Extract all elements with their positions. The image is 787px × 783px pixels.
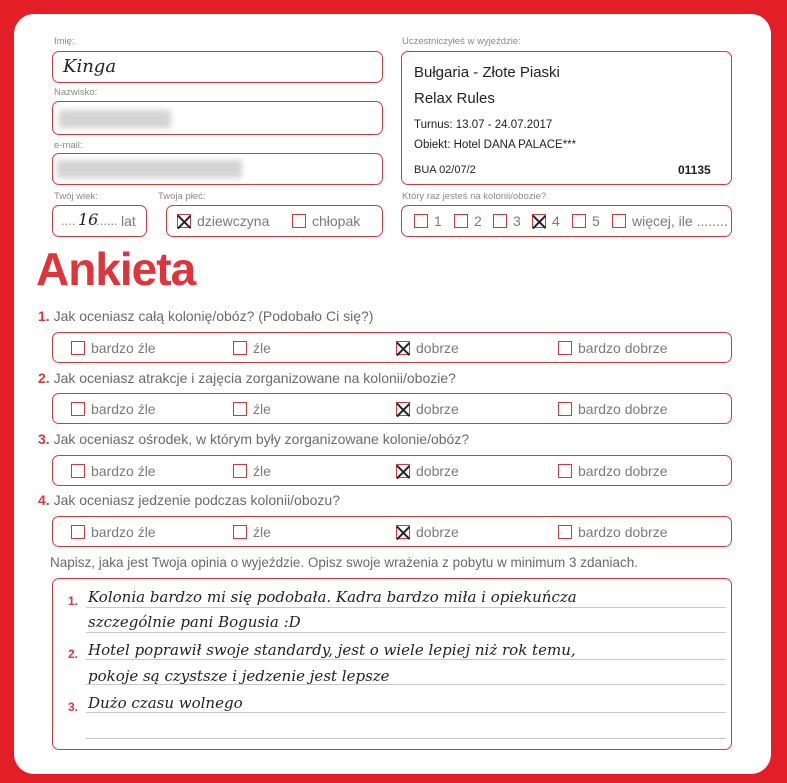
attendance-option-5[interactable] [572, 206, 600, 236]
q1-label-very-bad: bardzo źle [91, 339, 156, 356]
ruled-line [86, 607, 726, 608]
q4-label-bad: źle [253, 523, 271, 540]
q1-checkbox-bad[interactable] [233, 341, 247, 355]
trip-destination: Bułgaria - Złote Piaski [414, 64, 560, 81]
gender-male-label: chłopak [312, 213, 361, 229]
q3-label-good: dobrze [416, 462, 459, 479]
question-1 [38, 308, 373, 324]
gender-male-option[interactable] [292, 206, 360, 236]
answer-row-4 [52, 516, 732, 547]
attendance-label-more: więcej, ile ........ [632, 213, 728, 229]
q3-checkbox-bad[interactable] [233, 464, 247, 478]
name-field[interactable] [52, 51, 383, 83]
attendance-option-4[interactable] [532, 206, 560, 236]
q3-label-very-bad: bardzo źle [91, 462, 156, 479]
opinion-prompt: Napisz, jaka jest Twoja opinia o wyjeździe. Opisz swoje wrażenia z pobytu w minimum 3 zdaniach. [50, 555, 639, 570]
ruled-line [86, 738, 726, 739]
opinion-line-2: szczególnie pani Bogusia :D [88, 613, 301, 631]
age-dots-left: .... [61, 213, 76, 228]
attendance-checkbox-3[interactable] [493, 214, 507, 228]
opinion-number-2: 2. [68, 647, 79, 661]
q1-checkbox-very-good[interactable] [558, 341, 572, 355]
age-unit: lat [121, 213, 136, 229]
trip-label: Uczestniczyłeś w wyjeździe: [402, 36, 521, 47]
question-4-text: Jak oceniasz jedzenie podczas kolonii/obozu? [53, 492, 340, 508]
gender-female-label: dziewczyna [197, 213, 270, 229]
redacted-email [57, 160, 242, 178]
attendance-label-2: 2 [474, 213, 482, 229]
q3-label-very-good: bardzo dobrze [578, 462, 668, 479]
answer-row-2 [52, 393, 732, 424]
q2-option-good[interactable] [396, 394, 459, 423]
trip-program: Relax Rules [414, 90, 495, 107]
q3-option-bad[interactable] [233, 456, 271, 485]
ruled-line [86, 632, 726, 633]
age-value: 16 [78, 210, 99, 229]
opinion-line-4: pokoje są czystsze i jedzenie jest lepsze [88, 667, 390, 685]
q2-option-very-good[interactable] [558, 394, 668, 423]
attendance-checkbox-more[interactable] [612, 214, 626, 228]
ruled-line [86, 712, 726, 713]
q4-checkbox-bad[interactable] [233, 525, 247, 539]
q3-option-good[interactable] [396, 456, 459, 485]
attendance-option-1[interactable] [414, 206, 442, 236]
attendance-label-5: 5 [592, 213, 600, 229]
redacted-surname [59, 110, 171, 128]
email-field[interactable] [52, 153, 383, 185]
q4-option-very-bad[interactable] [71, 517, 156, 546]
trip-obiekt: Obiekt: Hotel DANA PALACE*** [414, 139, 577, 151]
q4-checkbox-very-bad[interactable] [71, 525, 85, 539]
question-1-number: 1. [38, 308, 50, 324]
q2-label-bad: źle [253, 400, 271, 417]
q2-checkbox-bad[interactable] [233, 402, 247, 416]
question-4-number: 4. [38, 492, 50, 508]
question-3 [38, 431, 469, 447]
age-field[interactable] [52, 205, 147, 237]
q4-checkbox-good[interactable] [396, 525, 410, 539]
attendance-label-4: 4 [552, 213, 560, 229]
surname-label: Nazwisko: [54, 87, 98, 98]
q1-option-good[interactable] [396, 333, 459, 362]
attendance-field [401, 205, 732, 237]
q3-checkbox-very-good[interactable] [558, 464, 572, 478]
q4-label-very-bad: bardzo źle [91, 523, 156, 540]
name-value: Kinga [63, 56, 117, 77]
q3-option-very-bad[interactable] [71, 456, 156, 485]
question-2 [38, 370, 456, 386]
attendance-option-more[interactable] [612, 206, 728, 236]
q1-label-bad: źle [253, 339, 271, 356]
gender-female-checkbox[interactable] [177, 214, 191, 228]
ruled-line [86, 659, 726, 660]
gender-label: Twoja płeć: [158, 191, 206, 202]
q4-label-very-good: bardzo dobrze [578, 523, 668, 540]
q1-checkbox-good[interactable] [396, 341, 410, 355]
question-4 [38, 492, 340, 508]
attendance-checkbox-1[interactable] [414, 214, 428, 228]
attendance-option-2[interactable] [454, 206, 482, 236]
attendance-checkbox-2[interactable] [454, 214, 468, 228]
opinion-number-3: 3. [68, 700, 79, 714]
q2-label-very-bad: bardzo źle [91, 400, 156, 417]
trip-turnus: Turnus: 13.07 - 24.07.2017 [414, 119, 553, 131]
q3-option-very-good[interactable] [558, 456, 668, 485]
attendance-option-3[interactable] [493, 206, 521, 236]
question-3-text: Jak oceniasz ośrodek, w którym były zorganizowane kolonie/obóz? [53, 431, 470, 447]
opinion-line-3: Hotel poprawił swoje standardy, jest o wiele lepiej niż rok temu, [88, 641, 576, 659]
age-dots-right: ...... [96, 213, 118, 228]
q2-label-good: dobrze [416, 400, 459, 417]
q2-checkbox-very-bad[interactable] [71, 402, 85, 416]
trip-code: BUA 02/07/2 [414, 164, 476, 176]
question-2-number: 2. [38, 370, 50, 386]
q2-checkbox-very-good[interactable] [558, 402, 572, 416]
age-label: Twój wiek: [54, 191, 98, 202]
answer-row-1 [52, 332, 732, 363]
answer-row-3 [52, 455, 732, 486]
q2-option-very-bad[interactable] [71, 394, 156, 423]
q1-checkbox-very-bad[interactable] [71, 341, 85, 355]
q1-option-very-bad[interactable] [71, 333, 156, 362]
trip-number: 01135 [678, 163, 711, 177]
surname-field[interactable] [52, 101, 383, 135]
opinion-line-5: Dużo czasu wolnego [88, 694, 243, 712]
q1-option-very-good[interactable] [558, 333, 668, 362]
name-label: Imię: [54, 36, 75, 47]
attendance-checkbox-5[interactable] [572, 214, 586, 228]
q4-option-good[interactable] [396, 517, 459, 546]
opinion-line-1: Kolonia bardzo mi się podobała. Kadra bardzo miła i opiekuńcza [88, 588, 577, 606]
email-label: e-mail: [54, 140, 83, 151]
question-2-text: Jak oceniasz atrakcje i zajęcia zorganizowane na kolonii/obozie? [53, 370, 456, 386]
opinion-number-1: 1. [68, 594, 79, 608]
q4-label-good: dobrze [416, 523, 459, 540]
q4-option-very-good[interactable] [558, 517, 668, 546]
gender-field [166, 205, 383, 237]
survey-title: Ankieta [36, 243, 196, 295]
q4-checkbox-very-good[interactable] [558, 525, 572, 539]
question-3-number: 3. [38, 431, 50, 447]
gender-male-checkbox[interactable] [292, 214, 306, 228]
q2-option-bad[interactable] [233, 394, 271, 423]
q3-checkbox-very-bad[interactable] [71, 464, 85, 478]
q1-label-very-good: bardzo dobrze [578, 339, 668, 356]
attendance-label-1: 1 [434, 213, 442, 229]
q2-checkbox-good[interactable] [396, 402, 410, 416]
attendance-checkbox-4[interactable] [532, 214, 546, 228]
question-1-text: Jak oceniasz całą kolonię/obóz? (Podobało Ci się?) [53, 308, 374, 324]
q1-label-good: dobrze [416, 339, 459, 356]
attendance-label-3: 3 [513, 213, 521, 229]
q3-checkbox-good[interactable] [396, 464, 410, 478]
q3-label-bad: źle [253, 462, 271, 479]
q2-label-very-good: bardzo dobrze [578, 400, 668, 417]
q4-option-bad[interactable] [233, 517, 271, 546]
attendance-label: Który raz jesteś na kolonii/obozie? [402, 191, 547, 202]
q1-option-bad[interactable] [233, 333, 271, 362]
gender-female-option[interactable] [177, 206, 269, 236]
